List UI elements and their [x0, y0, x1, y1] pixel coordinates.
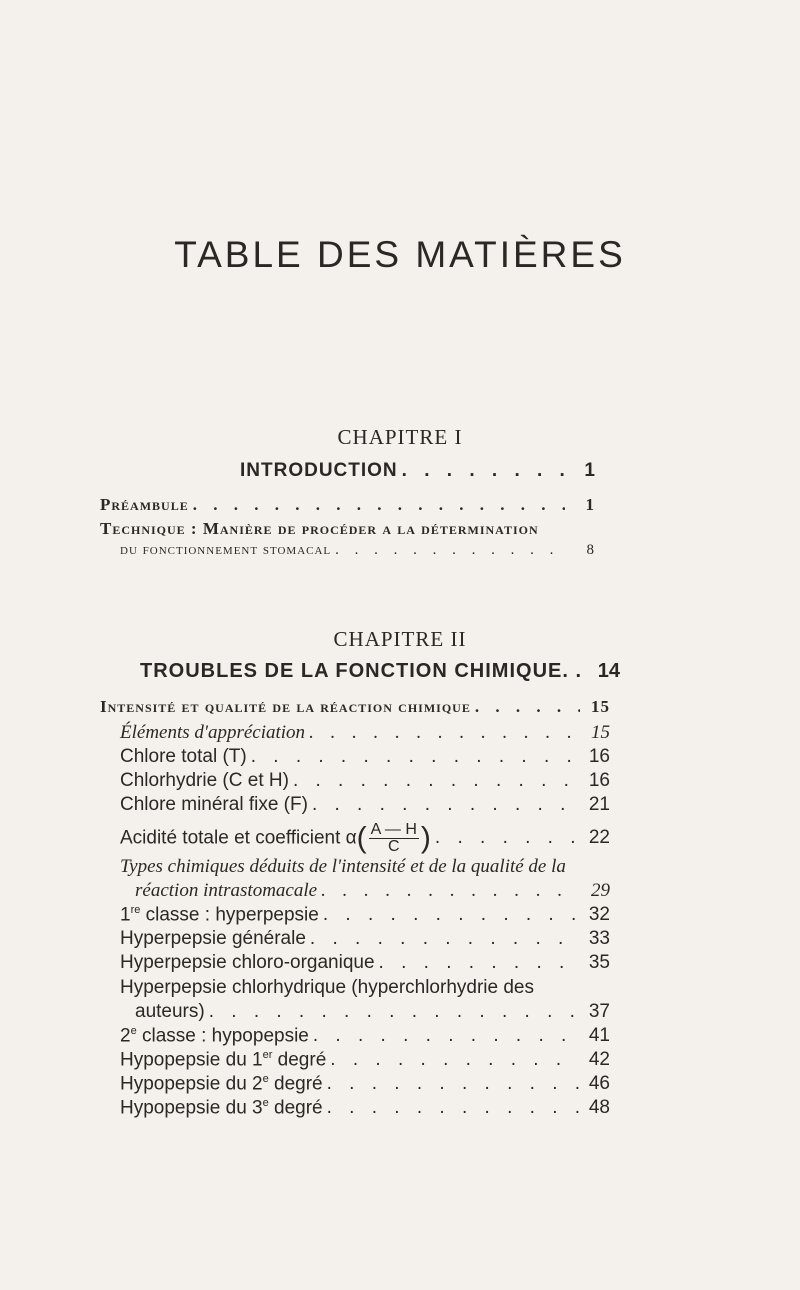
page-number: 33	[588, 928, 610, 949]
toc-entry-hypopepsie-1[interactable]	[120, 1049, 610, 1073]
toc-entry-chlore-mineral[interactable]	[120, 794, 610, 818]
page-number: 16	[588, 746, 610, 767]
page-number: 41	[588, 1025, 610, 1047]
leader-dots	[247, 746, 580, 768]
entry-label	[120, 904, 319, 926]
degree-label: Hypopepsie du 3	[120, 1097, 263, 1119]
leader-dots	[205, 1001, 580, 1023]
entry-label: Préambule	[100, 495, 189, 514]
leader-dots	[331, 542, 565, 559]
toc-entry-chlore-total[interactable]	[120, 746, 610, 770]
chapter-1-heading: CHAPITRE I	[337, 425, 463, 449]
chapter-2-title-entry[interactable]	[140, 660, 621, 684]
toc-entry-preambule[interactable]	[100, 495, 595, 519]
toc-entry-acidite[interactable]	[120, 820, 610, 856]
entry-label: Chlore total (T)	[120, 746, 247, 767]
toc-entry-hypopepsie-3[interactable]	[120, 1097, 610, 1121]
entry-label	[120, 1025, 309, 1047]
chapter-1-title-entry[interactable]	[240, 460, 595, 484]
ordinal-suffix: er	[262, 1049, 273, 1061]
toc-entry-hyperpepsie-chloro[interactable]	[120, 952, 610, 976]
page-number: 22	[588, 827, 610, 848]
page-number: 29	[591, 880, 610, 901]
entry-label: Chlore minéral fixe (F)	[120, 794, 308, 815]
page-number: 15	[591, 722, 610, 743]
leader-dots	[308, 794, 580, 816]
toc-entry-types-line1[interactable]: Types chimiques déduits de l'intensité et de la qualité de la	[120, 856, 566, 877]
toc-entry-hyperpepsie-generale[interactable]	[120, 928, 610, 952]
entry-label: auteurs)	[135, 1001, 205, 1022]
coefficient-formula	[369, 822, 419, 855]
degree-label: Hypopepsie du 1	[120, 1049, 263, 1071]
class-label: classe : hyperpepsie	[145, 904, 319, 926]
leader-dots	[431, 827, 580, 849]
leader-dots	[398, 460, 565, 482]
page-number: 37	[588, 1001, 610, 1022]
class-label: classe : hypopepsie	[141, 1025, 309, 1047]
ordinal-suffix: re	[130, 904, 141, 916]
entry-label	[120, 1097, 323, 1119]
page-title: TABLE DES MATIÈRES	[174, 234, 626, 275]
page-number: 48	[588, 1097, 610, 1119]
page-number: 32	[588, 904, 610, 926]
toc-entry-classe-1[interactable]	[120, 904, 610, 928]
toc-entry-intensite[interactable]	[100, 697, 610, 721]
degree-suffix: degré	[274, 1097, 323, 1119]
class-number: 1	[120, 904, 131, 926]
entry-label: Hyperpepsie chloro-organique	[120, 952, 375, 973]
right-paren: )	[420, 821, 431, 854]
ordinal-suffix: e	[130, 1025, 137, 1037]
entry-label: réaction intrastomacale	[135, 880, 318, 901]
ordinal-suffix: e	[262, 1097, 269, 1109]
degree-suffix: degré	[277, 1049, 327, 1071]
chapter-2-title: TROUBLES DE LA FONCTION CHIMIQUE. .	[140, 660, 583, 682]
degree-suffix: degré	[274, 1073, 323, 1095]
leader-dots	[319, 904, 580, 926]
page-number: 14	[597, 660, 621, 682]
leader-dots	[189, 495, 565, 515]
acidite-label: Acidité totale et coefficient α	[120, 827, 357, 849]
page-number: 21	[588, 794, 610, 815]
ordinal-suffix: e	[262, 1073, 269, 1085]
entry-label: Hyperpepsie générale	[120, 928, 306, 949]
degree-label: Hypopepsie du 2	[120, 1073, 263, 1095]
toc-entry-classe-2[interactable]	[120, 1025, 610, 1049]
toc-entry-hyperpepsie-chlorhydrique[interactable]	[135, 1001, 610, 1025]
page-number: 16	[588, 770, 610, 791]
leader-dots	[326, 1049, 580, 1071]
leader-dots	[305, 722, 580, 744]
entry-label	[120, 1073, 323, 1095]
toc-entry-chlorhydrie[interactable]	[120, 770, 610, 794]
page-number: 1	[584, 460, 595, 481]
toc-entry-types[interactable]	[135, 880, 610, 904]
toc-entry-hypopepsie-2[interactable]	[120, 1073, 610, 1097]
leader-dots	[323, 1097, 580, 1119]
formula-denominator: C	[387, 837, 400, 855]
toc-entry-hyperpepsie-chlorhydrique-line1[interactable]: Hyperpepsie chlorhydrique (hyperchlorhydrie des	[120, 977, 534, 998]
toc-entry-technique-line1[interactable]: Technique : Manière de procéder a la détermination	[100, 519, 539, 538]
chapter-2-heading: CHAPITRE II	[333, 627, 467, 651]
entry-label	[120, 1049, 326, 1071]
leader-dots	[289, 770, 580, 792]
page-number: 42	[588, 1049, 610, 1071]
leader-dots	[375, 952, 580, 974]
leader-dots	[317, 880, 580, 902]
entry-label: du fonctionnement stomacal	[120, 542, 332, 558]
page-number: 46	[588, 1073, 610, 1095]
leader-dots	[471, 697, 580, 717]
left-paren: (	[356, 821, 367, 854]
leader-dots	[309, 1025, 580, 1047]
page-number: 35	[588, 952, 610, 973]
formula-numerator: A — H	[370, 820, 417, 838]
page-number: 15	[591, 697, 610, 716]
toc-entry-elements[interactable]	[120, 722, 610, 746]
chapter-1-title: INTRODUCTION	[240, 460, 398, 481]
entry-label	[120, 822, 431, 855]
page-number: 1	[585, 495, 595, 514]
entry-label: Éléments d'appréciation	[120, 722, 306, 743]
entry-label: Intensité et qualité de la réaction chimique	[100, 697, 471, 716]
page-number: 8	[586, 542, 595, 558]
toc-entry-technique[interactable]	[120, 542, 595, 566]
leader-dots	[323, 1073, 580, 1095]
class-number: 2	[120, 1025, 131, 1047]
entry-label: Chlorhydrie (C et H)	[120, 770, 289, 791]
leader-dots	[306, 928, 580, 950]
